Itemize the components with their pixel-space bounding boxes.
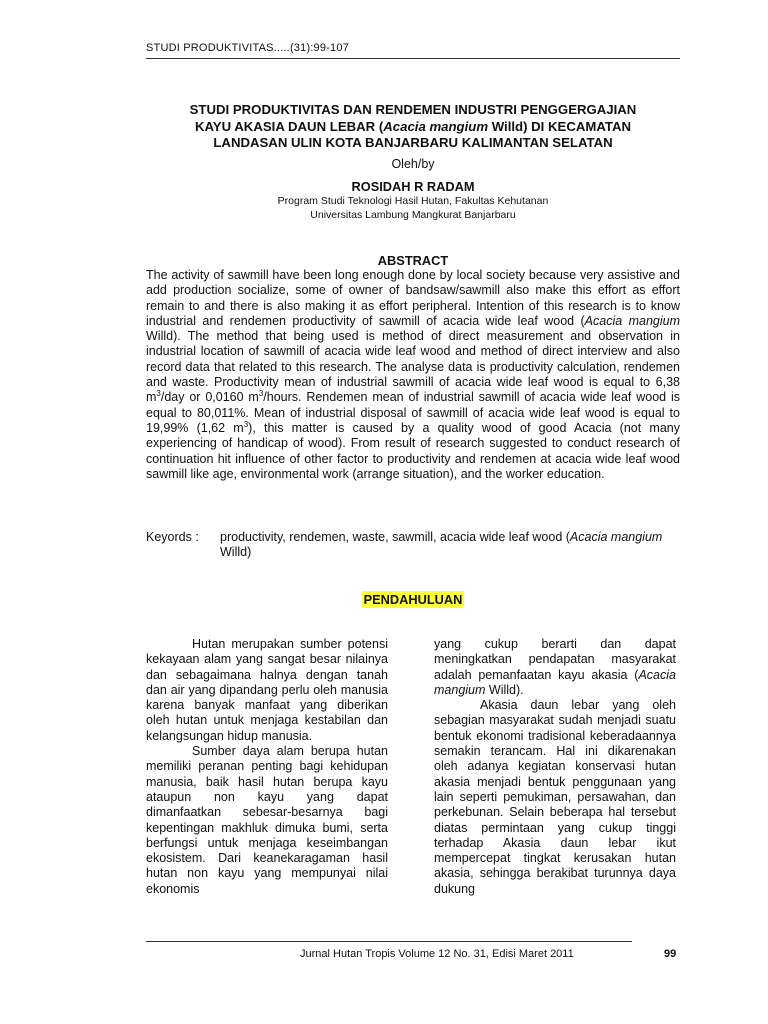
abstract-text-4: /hours. Rendemen mean of industrial sawmill of acacia wide leaf wood is equal to 80,011%. Mean of industrial disposal of sawmill of acacia wide leaf wood is equal to 19,99% (1,62 m	[146, 390, 680, 435]
left-paragraph-1: Hutan merupakan sumber potensi kekayaan alam yang sangat besar nilainya dan sebagaimana halnya dengan tanah dan air yang dipandang perlu oleh manusia karena banyak manfaat yang diberikan oleh hutan untuk menjaga kestabilan dan kelangsungan hidup manusia.	[146, 637, 388, 743]
keywords-species: Acacia mangium	[569, 530, 663, 544]
right-paragraph-2: Akasia daun lebar yang oleh sebagian masyarakat sudah menjadi suatu bentuk ekonomi tradisional keberadaannya semakin terancam. Hal ini dikarenakan oleh adanya kegiatan konservasi hutan akasia menjadi bentuk penggunaan yang lain seperti pemukiman, persawahan, dan perkebunan. Selain beberapa hal tersebut diatas permintaan yang cukup tinggi terhadap Akasia daun lebar ikut mempercepat tingkat kerusakan hutan akasia, sehingga berakibat turunnya daya dukung	[434, 698, 676, 896]
header-divider	[146, 58, 680, 59]
title-line-3: LANDASAN ULIN KOTA BANJARBARU KALIMANTAN SELATAN	[213, 135, 613, 150]
section-heading	[146, 592, 680, 607]
abstract-heading: ABSTRACT	[377, 253, 449, 268]
title-line-1: STUDI PRODUKTIVITAS DAN RENDEMEN INDUSTRI PENGGERGAJIAN	[189, 102, 637, 117]
abstract-text-3: /day or 0,0160 m	[160, 390, 259, 405]
byline: Oleh/by	[391, 157, 435, 171]
left-paragraph-2: Sumber daya alam berupa hutan memiliki peranan penting bagi kehidupan manusia, baik hasil hutan berupa kayu ataupun non kayu yang dapat dimanfaatkan sebesar-besarnya bagi kepentingan makhluk dimuka bumi, serta berfungsi untuk menjaga keseimbangan ekosistem. Dari keanekaragaman hasil hutan non kayu yang mempunyai nilai ekonomis	[146, 744, 388, 896]
author-name: ROSIDAH R RADAM	[351, 179, 475, 194]
page-number: 99	[664, 948, 677, 960]
title-line-2-post: Willd) DI KECAMATAN	[488, 118, 632, 134]
keywords-post: Willd)	[220, 545, 252, 560]
keywords-text	[220, 530, 680, 561]
abstract-sup-3: 3	[243, 419, 249, 429]
abstract-text-2: Willd). The method that being used is method of direct measurement and observation in industrial location of sawmill of acacia wide leaf wood and method of direct interview and also record data that related to this research. The analyse data is productivity calculation, rendemen and waste. Productivity mean of industrial sawmill of acacia wide leaf wood is equal to 6,38 m	[146, 329, 680, 405]
title-line-2-pre: KAYU AKASIA DAUN LEBAR (	[194, 118, 384, 134]
running-header: STUDI PRODUKTIVITAS.....(31):99-107	[146, 42, 350, 54]
keywords-label: Keyords :	[146, 530, 199, 544]
right-paragraph-1-post: Willd).	[485, 682, 524, 697]
title-line-2	[146, 119, 680, 136]
abstract-text-1: The activity of sawmill have been long enough done by local society because very assistive and add production socialize, some of owner of bandsaw/sawmill also make this effort as effort remain to and there is also making it as effort peripheral. Intention of this research is to know industrial and rendemen productivity of sawmill of acacia wide leaf wood (	[146, 268, 680, 328]
author-affiliation	[146, 194, 680, 222]
right-paragraph-1-pre: yang cukup berarti dan dapat meningkatkan pendapatan masyarakat adalah pemanfaatan kayu akasia (	[434, 637, 676, 682]
right-species: Acacia mangium	[434, 667, 676, 697]
right-column	[434, 637, 676, 897]
affiliation-line-1: Program Studi Teknologi Hasil Hutan, Fakultas Kehutanan	[277, 195, 549, 207]
section-heading-text: PENDAHULUAN	[363, 592, 463, 607]
paper-title	[146, 102, 680, 152]
abstract-body	[146, 268, 680, 482]
abstract-species: Acacia mangium	[584, 313, 681, 328]
footer-divider	[146, 941, 632, 942]
title-species: Acacia mangium	[383, 118, 489, 134]
keywords-list: productivity, rendemen, waste, sawmill, acacia wide leaf wood (	[220, 530, 570, 544]
abstract-sup-1: 3	[156, 389, 161, 399]
keywords	[146, 530, 680, 561]
abstract-sup-2: 3	[258, 389, 264, 399]
affiliation-line-2: Universitas Lambung Mangkurat Banjarbaru	[310, 209, 516, 221]
right-paragraph-1	[434, 637, 676, 698]
footer-journal: Jurnal Hutan Tropis Volume 12 No. 31, Edisi Maret 2011	[300, 948, 574, 960]
abstract-text-5: ), this matter is caused by a quality wood of good Acacia (not many experiencing of handicap of wood). From result of research suggested to conduct research of continuation hit influence of other factor to productivity and rendemen at acacia wide leaf wood sawmill like age, environmental work (arrange situation), and the worker education.	[146, 420, 680, 481]
left-column	[146, 637, 388, 897]
